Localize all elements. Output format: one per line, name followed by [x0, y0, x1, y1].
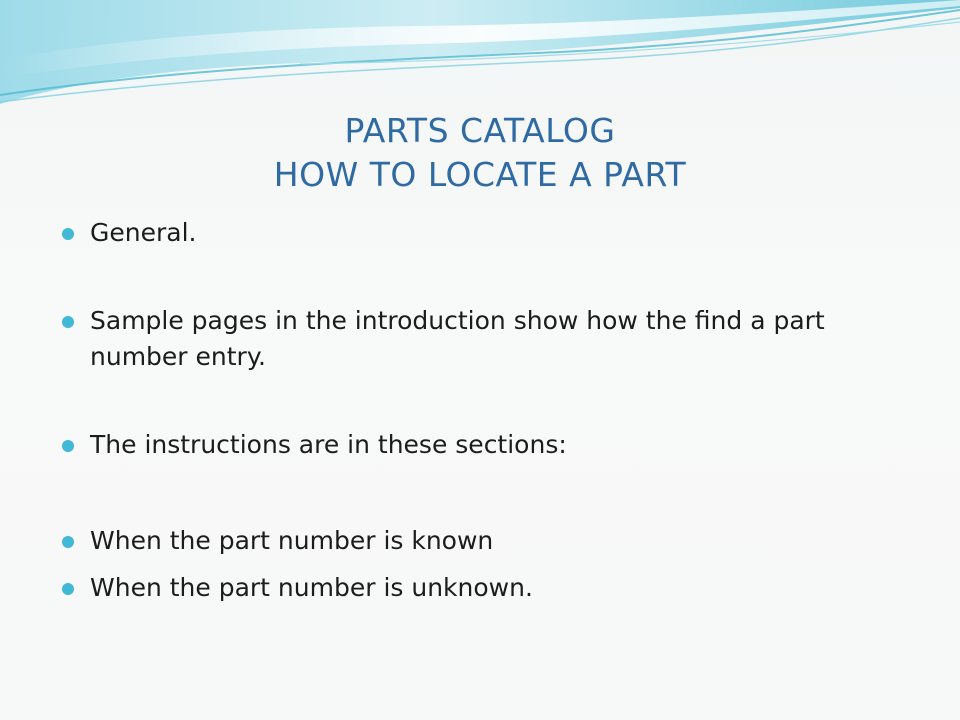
slide-title-line-1: PARTS CATALOG — [344, 111, 616, 150]
slide-title-line-2: HOW TO LOCATE A PART — [273, 155, 687, 194]
bullet-item-sample-pages — [62, 303, 922, 375]
bullet-text: Sample pages in the introduction show how the find a part number entry. — [90, 306, 825, 371]
bullet-item-unknown — [62, 570, 922, 606]
bullet-marker-icon — [62, 536, 74, 548]
bullet-marker-icon — [62, 440, 74, 452]
bullet-text: When the part number is known — [90, 526, 494, 555]
bullet-marker-icon — [62, 583, 74, 595]
bullet-item-instructions — [62, 427, 922, 463]
wave-header-decoration — [0, 0, 960, 110]
bullet-text: The instructions are in these sections: — [90, 430, 567, 459]
bullet-item-general — [62, 215, 922, 251]
bullet-text: When the part number is unknown. — [90, 573, 533, 602]
bullet-marker-icon — [62, 316, 74, 328]
bullet-item-known — [62, 523, 922, 559]
bullet-marker-icon — [62, 228, 74, 240]
bullet-text: General. — [90, 218, 197, 247]
